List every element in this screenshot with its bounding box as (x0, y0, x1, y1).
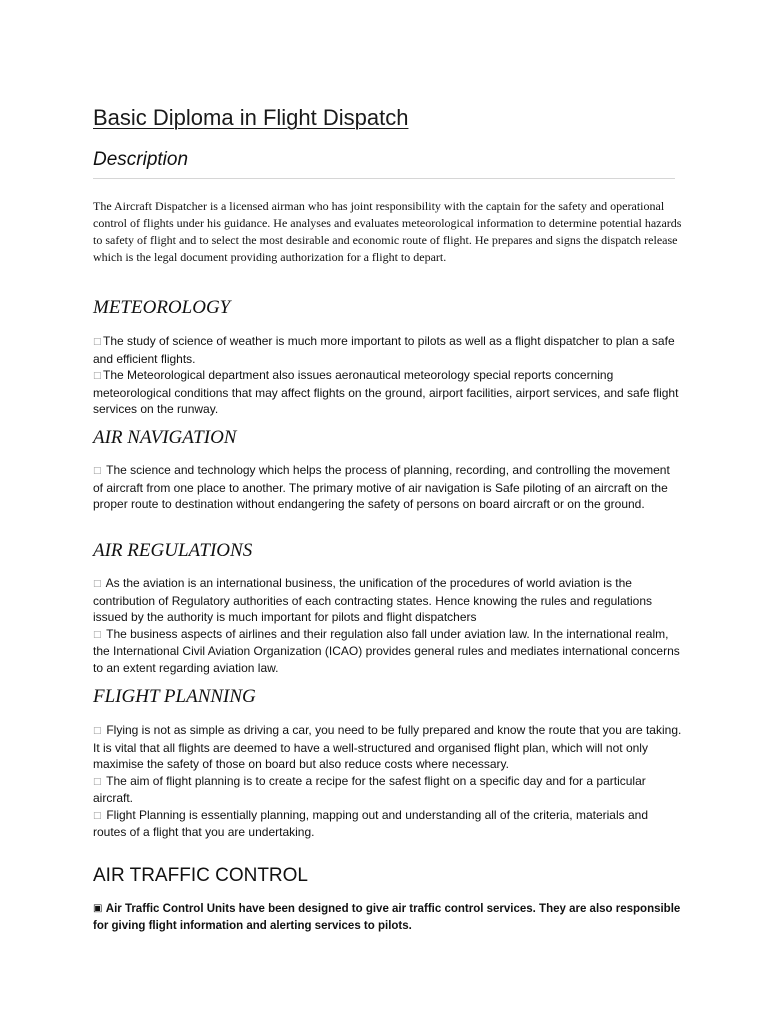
air-regulations-heading: AIR REGULATIONS (93, 540, 253, 561)
air-traffic-control-heading: AIR TRAFFIC CONTROL (93, 865, 308, 886)
flight-planning-paragraph-3: □ Flight Planning is essentially planning, mapping out and understanding all of the criteria, materials and routes of a flight that you are undertaking. (93, 807, 648, 839)
meteorology-paragraph-1: □The study of science of weather is much more important to pilots as well as a flight dispatcher to plan a safe and efficient flights. (93, 334, 675, 366)
flight-planning-heading: FLIGHT PLANNING (93, 686, 256, 707)
flight-planning-section (93, 722, 683, 841)
air-traffic-control-paragraph-1: ▣ Air Traffic Control Units have been designed to give air traffic control services. They are also responsible for giving flight information and alerting services to pilots. (93, 903, 681, 932)
checkbox-bullet-icon: □ (93, 776, 102, 787)
checkbox-bullet-icon: □ (93, 466, 102, 476)
meteorology-paragraph-2: □The Meteorological department also issues aeronautical meteorology special reports concerning meteorological conditions that may affect flights on the ground, airport facilities, airport services, and safe flight services on the runway. (93, 368, 679, 416)
meteorology-heading: METEOROLOGY (93, 297, 231, 318)
checkbox-bullet-icon: □ (93, 810, 102, 821)
description-heading: Description (93, 149, 189, 170)
air-navigation-heading: AIR NAVIGATION (93, 427, 237, 448)
air-navigation-paragraph-1: □ The science and technology which helps the process of planning, recording, and controlling the movement of aircraft from one place to another. The primary motive of air navigation is Safe piloting of an aircraft on the proper route to destination without endangering the safety of persons on board aircraft or on the ground. (93, 463, 670, 511)
flight-planning-paragraph-2: □ The aim of flight planning is to create a recipe for the safest flight on a specific day and for a particular aircraft. (93, 773, 646, 805)
air-regulations-paragraph-1: □ As the aviation is an international business, the unification of the procedures of world aviation is the contribution of Regulatory authorities of each contracting states. Hence knowing the rules and regulations issued by the authority is much important for pilots and flight dispatchers (93, 576, 652, 624)
flight-planning-paragraph-1: □ Flying is not as simple as driving a car, you need to be fully prepared and know the route that you are taking. It is vital that all flights are deemed to have a well-structured and organised flight plan, which will not only maximise the safety of those on board but also reduce costs where necessary. (93, 723, 682, 771)
air-navigation-section (93, 462, 683, 513)
description-text: The Aircraft Dispatcher is a licensed airman who has joint responsibility with the captain for the safety and operational control of flights under his guidance. He analyses and evaluates meteorological information to determine potential hazards to safety of flight and to select the most desirable and economic route of flight. He prepares and signs the dispatch release which is the legal document providing authorization for a flight to depart. (93, 199, 682, 264)
checkbox-bullet-icon: ▣ (93, 903, 103, 914)
checkbox-bullet-icon: □ (93, 726, 102, 736)
air-regulations-section (93, 575, 683, 676)
checkbox-bullet-icon: □ (93, 579, 102, 589)
checkbox-bullet-icon: □ (93, 337, 102, 347)
checkbox-bullet-icon: □ (93, 629, 102, 640)
checkbox-bullet-icon: □ (93, 371, 102, 381)
meteorology-section (93, 333, 683, 418)
air-regulations-paragraph-2: □ The business aspects of airlines and their regulation also fall under aviation law. In the international realm, the International Civil Aviation Organization (ICAO) provides general rules and mediates international concerns to an extent regarding aviation law. (93, 626, 680, 675)
air-traffic-control-section (93, 901, 683, 934)
description-divider (93, 178, 675, 179)
document-title: Basic Diploma in Flight Dispatch (93, 105, 409, 130)
